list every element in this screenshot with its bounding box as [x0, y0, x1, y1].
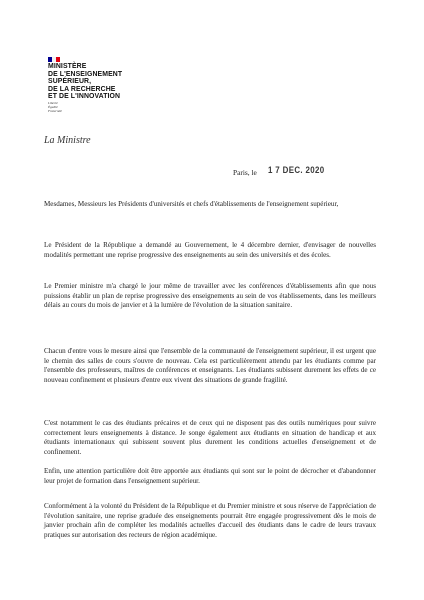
motto-line: Fraternité — [48, 109, 62, 114]
motto-line: Égalité — [48, 105, 58, 110]
body-paragraph: Le Président de la République a demandé au Gouvernement, le 4 décembre dernier, d'envisager de nouvelles modalités permettant une reprise progressive des enseignements au sein des universités et des écoles. — [44, 241, 376, 259]
body-paragraph: Conformément à la volonté du Président de la République et du Premier ministre et sous réserve de l'appréciation de l'évolution sanitaire, une reprise graduée des enseignements pourrait être engagée progressivement dès le mois de janvier prochain afin de compléter les modalités actuelles d'accueil des étudiants dans le cadre de leurs travaux pratiques sur autorisation des recteurs de région académique. — [44, 502, 376, 540]
motto-line: Liberté — [48, 101, 58, 105]
salutation: Mesdames, Messieurs les Présidents d'universités et chefs d'établissements de l'enseignement supérieur, — [44, 200, 339, 208]
ministry-line: SUPÉRIEUR, — [48, 78, 92, 86]
date-stamp: 1 7 DEC. 2020 — [268, 165, 325, 175]
ministry-name — [48, 63, 122, 101]
body-paragraph: Chacun d'entre vous le mesure ainsi que l'ensemble de la communauté de l'enseignement supérieur, il est urgent que le chemin des salles de cours s'ouvre de nouveau. Cela est particulièrement attendu par les étudiants comme par l'ensemble des professeurs, maîtres de conférences et enseignants. Les étudiants subissent durement les effets de ce nouveau confinement et plusieurs d'entre eux vivent des situations de grande fragilité. — [44, 347, 376, 385]
marianne-flag-logo — [48, 57, 60, 62]
signatory-title: La Ministre — [44, 135, 91, 146]
ministry-line: MINISTÈRE — [48, 63, 87, 70]
body-paragraph: Le Premier ministre m'a chargé le jour même de travailler avec les conférences d'établissements afin que nous puissions établir un plan de reprise progressive des enseignements au sein de vos établissements, dans les meilleurs délais au cours du mois de janvier et à la lumière de l'évolution de la situation sanitaire. — [44, 282, 376, 310]
republic-motto — [48, 101, 62, 114]
flag-red-band — [56, 57, 60, 62]
body-paragraph: Enfin, une attention particulière doit être apportée aux étudiants qui sont sur le point de décrocher et d'abandonner leur projet de formation dans l'enseignement supérieur. — [44, 467, 376, 485]
body-paragraph: C'est notamment le cas des étudiants précaires et de ceux qui ne disposent pas des outils numériques pour suivre correctement leurs enseignements à distance. Je songe également aux étudiants en situation de handicap et aux étudiants internationaux qui subissent souvent plus durement les conditions actuelles d'enseignement et de confinement. — [44, 419, 376, 457]
ministry-line: DE LA RECHERCHE — [48, 85, 116, 93]
ministry-line: ET DE L'INNOVATION — [48, 93, 121, 101]
ministry-line: DE L'ENSEIGNEMENT — [48, 70, 123, 78]
date-place: Paris, le — [233, 168, 257, 177]
